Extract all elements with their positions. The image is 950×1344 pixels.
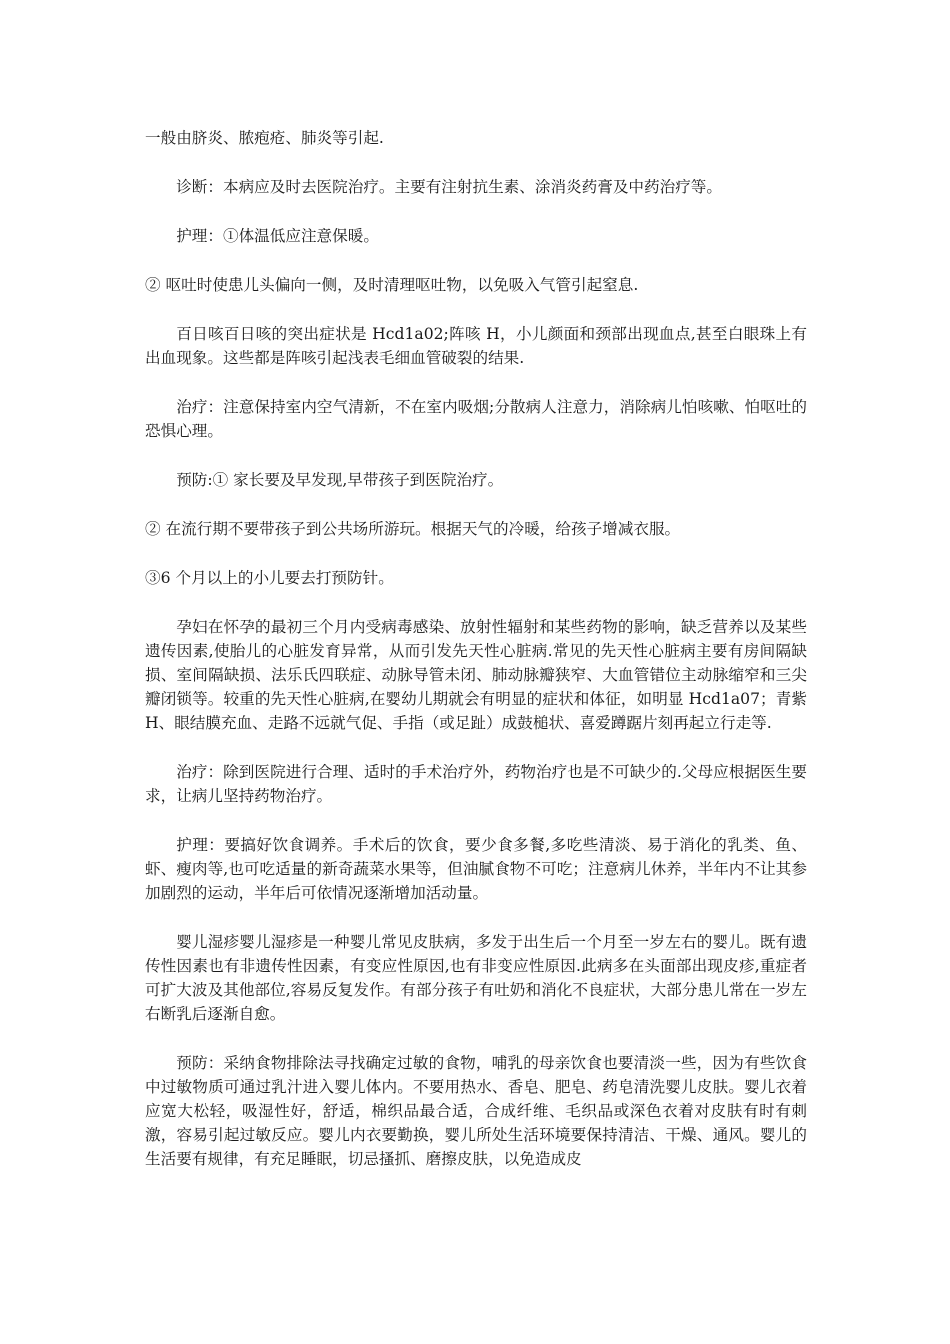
paragraph: 婴儿湿疹婴儿湿疹是一种婴儿常见皮肤病，多发于出生后一个月至一岁左右的婴儿。既有遗传性因素也有非遗传性因素，有变应性原因,也有非变应性原因.此病多在头面部出现皮疹,重症者可扩大波及其他部位,容易反复发作。有部分孩子有吐奶和消化不良症状，大部分患儿常在一岁左右断乳后逐渐自愈。 [145, 933, 807, 1023]
paragraph: ③6 个月以上的小儿要去打预防针。 [145, 569, 394, 587]
paragraph: ② 呕吐时使患儿头偏向一侧，及时清理呕吐物，以免吸入气管引起窒息. [145, 276, 639, 294]
paragraph: 诊断：本病应及时去医院治疗。主要有注射抗生素、涂消炎药膏及中药治疗等。 [176, 178, 722, 196]
paragraph: 护理：①体温低应注意保暖。 [176, 227, 379, 245]
paragraph: ② 在流行期不要带孩子到公共场所游玩。根据天气的冷暖，给孩子增减衣服。 [145, 520, 681, 538]
paragraph: 孕妇在怀孕的最初三个月内受病毒感染、放射性辐射和某些药物的影响，缺乏营养以及某些遗传因素,使胎儿的心脏发育异常，从而引发先天性心脏病.常见的先天性心脏病主要有房间隔缺损、室间隔缺损、法乐氏四联症、动脉导管未闭、肺动脉瓣狭窄、大血管错位主动脉缩窄和三尖瓣闭锁等。较重的先天性心脏病,在婴幼儿期就会有明显的症状和体征，如明显 Hcd1a07；青紫 H、眼结膜充血、走路不远就气促、手指（或足趾）成鼓槌状、喜爱蹲踞片刻再起立行走等. [145, 618, 807, 732]
paragraph: 治疗：除到医院进行合理、适时的手术治疗外，药物治疗也是不可缺少的.父母应根据医生要求，让病儿坚持药物治疗。 [145, 763, 807, 805]
paragraph: 治疗：注意保持室内空气清新，不在室内吸烟;分散病人注意力，消除病儿怕咳嗽、怕呕吐的恐惧心理。 [145, 398, 807, 440]
paragraph: 预防：采纳食物排除法寻找确定过敏的食物，哺乳的母亲饮食也要清淡一些，因为有些饮食中过敏物质可通过乳汁进入婴儿体内。不要用热水、香皂、肥皂、药皂清洗婴儿皮肤。婴儿衣着应宽大松轻，吸湿性好，舒适，棉织品最合适，合成纤维、毛织品或深色衣着对皮肤有时有刺激，容易引起过敏反应。婴儿内衣要勤换，婴儿所处生活环境要保持清洁、干燥、通风。婴儿的生活要有规律，有充足睡眠，切忌搔抓、磨擦皮肤，以免造成皮 [145, 1054, 807, 1168]
paragraph: 预防:① 家长要及早发现,早带孩子到医院治疗。 [176, 471, 504, 489]
document-body [145, 126, 807, 1196]
paragraph: 一般由脐炎、脓疱疮、肺炎等引起. [145, 129, 384, 147]
paragraph: 百日咳百日咳的突出症状是 Hcd1a02;阵咳 H，小儿颜面和颈部出现血点,甚至白眼珠上有出血现象。这些都是阵咳引起浅表毛细血管破裂的结果. [145, 325, 807, 367]
paragraph: 护理：要搞好饮食调养。手术后的饮食，要少食多餐,多吃些清淡、易于消化的乳类、鱼、虾、瘦肉等,也可吃适量的新奇蔬菜水果等，但油腻食物不可吃；注意病儿休养，半年内不让其参加剧烈的运动，半年后可依情况逐渐增加活动量。 [145, 836, 807, 902]
